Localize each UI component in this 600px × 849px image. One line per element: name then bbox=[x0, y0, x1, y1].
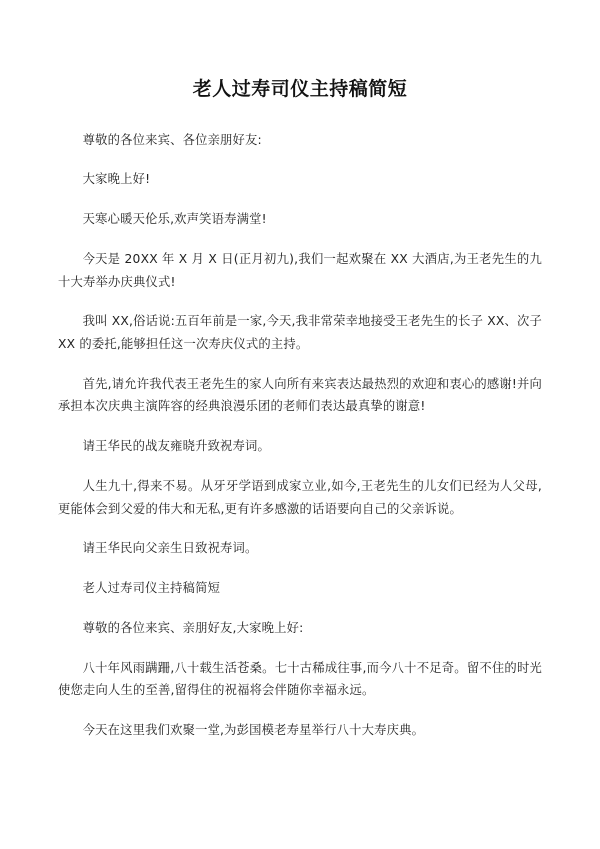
page-title: 老人过寿司仪主持稿简短 bbox=[192, 78, 408, 100]
paragraph: 大家晚上好! bbox=[82, 172, 151, 187]
paragraph: 人生九十,得来不易。从牙牙学语到成家立业,如今,王老先生的儿女们已经为人父母,更能体会到父爱的伟大和无私,更有许多感激的话语要向自己的父亲诉说。 bbox=[58, 478, 542, 516]
paragraph: 八十年风雨蹒跚,八十载生活苍桑。七十古稀成往事,而今八十不足奇。留不住的时光使您走向人生的至善,留得住的祝福将会伴随你幸福永远。 bbox=[58, 660, 542, 698]
paragraph: 我叫 XX,俗话说:五百年前是一家,今天,我非常荣幸地接受王老先生的长子 XX、次子 XX 的委托,能够担任这一次寿庆仪式的主持。 bbox=[58, 314, 542, 351]
paragraph: 首先,请允许我代表王老先生的家人向所有来宾表达最热烈的欢迎和衷心的感谢!并向承担本次庆典主演阵容的经典浪漫乐团的老师们表达最真挚的谢意! bbox=[58, 376, 542, 414]
paragraph: 天寒心暖天伦乐,欢声笑语寿满堂! bbox=[82, 212, 267, 227]
paragraph: 今天在这里我们欢聚一堂,为彭国模老寿星举行八十大寿庆典。 bbox=[82, 723, 425, 738]
paragraph: 今天是 20XX 年 X 月 X 日(正月初九),我们一起欢聚在 XX 大酒店,为王老先生的九十大寿举办庆典仪式! bbox=[58, 251, 542, 289]
paragraph: 尊敬的各位来宾、亲朋好友,大家晚上好: bbox=[82, 620, 304, 635]
document-body bbox=[58, 129, 542, 742]
paragraph: 请王华民向父亲生日致祝寿词。 bbox=[82, 541, 258, 556]
paragraph: 尊敬的各位来宾、各位亲朋好友: bbox=[82, 132, 262, 147]
paragraph: 请王华民的战友雍晓升致祝寿词。 bbox=[82, 439, 271, 454]
paragraph: 老人过寿司仪主持稿简短 bbox=[82, 581, 221, 596]
